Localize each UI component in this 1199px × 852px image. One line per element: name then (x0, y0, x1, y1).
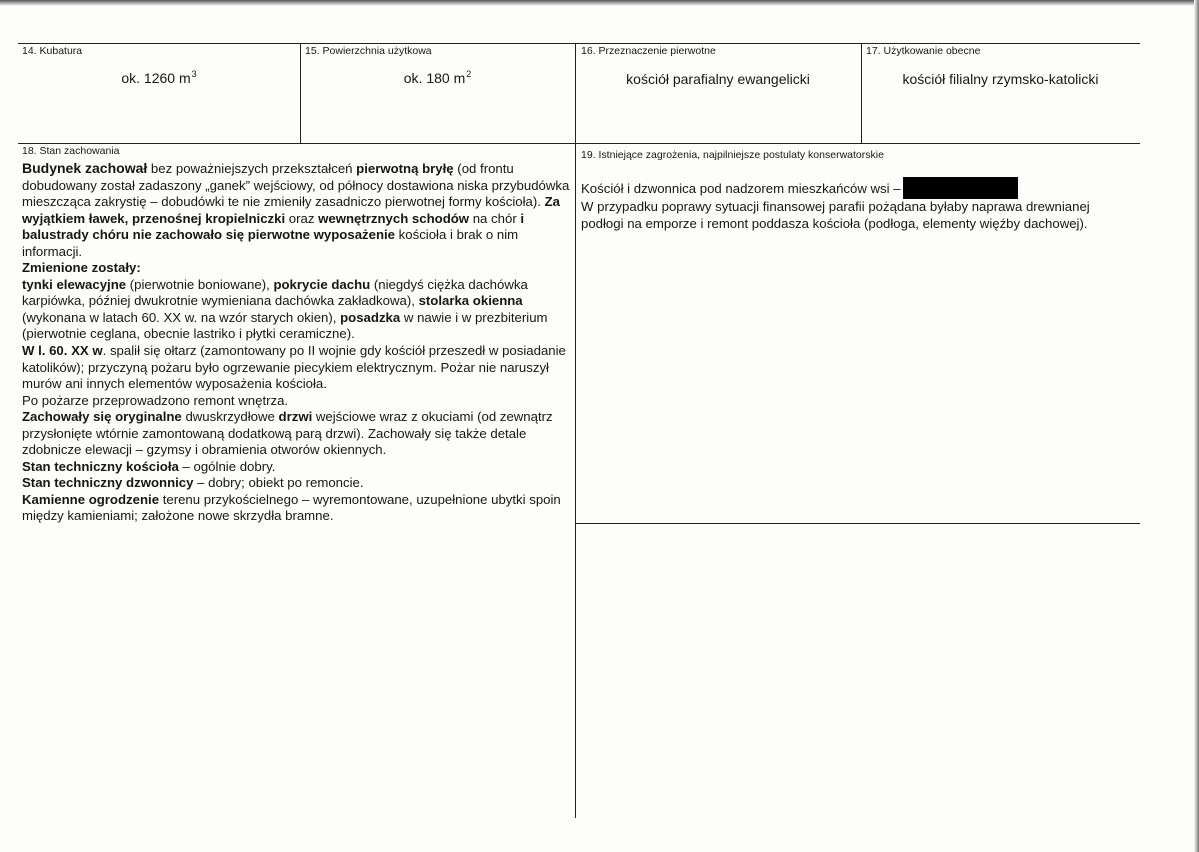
scan-top-edge (0, 0, 1199, 6)
field-14-exponent: 3 (191, 69, 197, 79)
text-run: – dobry; obiekt po remoncie. (193, 475, 364, 491)
field-14-text: ok. 1260 m (121, 70, 191, 86)
text-run: bez poważniejszych przekształceń (147, 161, 357, 176)
field-18-paragraph-6 (22, 409, 570, 459)
bold-phrase: Stan techniczny kościoła (22, 458, 179, 474)
field-15-text: ok. 180 m (403, 70, 466, 86)
field-15-value (300, 69, 575, 86)
bold-phrase: W l. 60. XX w (22, 343, 103, 359)
field-15-label: 15. Powierzchnia użytkowa (305, 45, 432, 57)
field-19-text (581, 177, 1133, 232)
scan-right-edge (1194, 0, 1199, 852)
field-16-value: kościół parafialny ewangelicki (626, 71, 810, 87)
text-run: . spalił się ołtarz (zamontowany po II wojnie gdy kościół przeszedł w posiadanie katolików); przyczyną pożaru było ogrzewanie piecykiem elektrycznym. Pożar nie naruszył murów ani innych elementów wyposażenia kościoła. (22, 343, 566, 392)
field-18-label: 18. Stan zachowania (22, 145, 120, 157)
field-19-label: 19. Istniejące zagrożenia, najpilniejsze postulaty konserwatorskie (581, 149, 884, 161)
text-run: – ogólnie dobry. (178, 458, 276, 474)
field-18-text (22, 160, 570, 525)
field-18-heading-changed (22, 260, 570, 277)
redaction-box (903, 177, 1018, 199)
rule-top (18, 43, 1140, 44)
text-run: wejściowe wraz z okuciami (od zewnątrz przysłonięte wtórnie zamontowaną dodatkową parą drzwi). Zachowały się także detale zdobnicze elewacji – gzymsy i obramienia otworów okiennych. (22, 409, 553, 458)
field-17-label: 17. Użytkowanie obecne (866, 45, 981, 57)
bold-phrase: drzwi (278, 409, 313, 425)
field-18-paragraph-9 (22, 492, 570, 525)
rule-vertical-2 (575, 43, 576, 818)
bold-phrase: pierwotną bryłę (356, 161, 454, 176)
field-18-paragraph-8 (22, 475, 570, 492)
bold-phrase: Zachowały się oryginalne (22, 409, 182, 425)
field-18-paragraph-3 (22, 277, 570, 343)
field-18-paragraph-7 (22, 459, 570, 476)
bold-phrase: pokrycie dachu (273, 276, 371, 292)
rule-vertical-3 (861, 43, 862, 143)
field-18-paragraph-5: Po pożarze przeprowadzono remont wnętrza. (22, 392, 289, 408)
text-run: (niegdyś ciężka dachówka karpiówka, później dwukrotnie wymieniana dachówka zakładkowa), (22, 276, 528, 309)
text-run: (od frontu dobudowany został zadaszony „ganek” wejściowy, od północy dostawiona niska przybudówka mieszcząca zakrystię – dobudówki te nie zmieniły zasadniczo pierwotnej formy kościoła). (22, 161, 570, 210)
text-run: oraz (285, 210, 319, 226)
bold-phrase: wewnętrznych schodów (318, 210, 470, 226)
field-18-paragraph-1 (22, 160, 570, 260)
text-run: w nawie i w prezbiterium (pierwotnie ceglana, obecnie lastriko i płytki ceramiczne). (22, 309, 548, 342)
bold-phrase: Kamienne ogrodzenie (22, 491, 160, 507)
text-run: Kościół i dzwonnica pod nadzorem mieszkańców wsi – (581, 181, 901, 196)
rule-field19-bottom (576, 523, 1140, 524)
bold-phrase: tynki elewacyjne (22, 276, 127, 292)
bold-phrase: Stan techniczny dzwonnicy (22, 475, 194, 491)
text-run: terenu przykościelnego – wyremontowane, uzupełnione ubytki spoin między kamieniami; założone nowe skrzydła bramne. (22, 491, 561, 524)
field-17-value: kościół filialny rzymsko-katolicki (902, 71, 1099, 87)
bold-phrase: i balustrady chóru nie zachowało się pierwotne wyposażenie (22, 210, 525, 243)
rule-row-divider (18, 143, 1140, 144)
text-run: kościoła i brak o nim informacji. (22, 227, 519, 259)
field-16-label: 16. Przeznaczenie pierwotne (581, 45, 716, 57)
field-14-label: 14. Kubatura (22, 45, 83, 57)
text-run: dwuskrzydłowe (181, 409, 279, 425)
field-14-value (18, 69, 300, 86)
field-15-exponent: 2 (466, 69, 472, 79)
bold-phrase: Zmienione zostały: (22, 260, 141, 276)
field-19-line-1 (581, 177, 1133, 199)
field-18-paragraph-4 (22, 343, 570, 393)
bold-phrase: Budynek zachował (22, 160, 148, 176)
text-run: na chór (469, 210, 521, 226)
text-run: (pierwotnie boniowane), (126, 276, 274, 292)
field-19-line-2: W przypadku poprawy sytuacji finansowej parafii pożądana byłaby naprawa drewnianej podłogi na emporze i remont poddasza kościoła (podłoga, elementy więźby dachowej). (581, 199, 1090, 231)
bold-phrase: Za wyjątkiem ławek, przenośnej kropielniczki (22, 194, 560, 226)
text-run: (wykonana w latach 60. XX w. na wzór starych okien), (22, 309, 341, 325)
rule-vertical-1 (300, 43, 301, 143)
bold-phrase: posadzka (340, 309, 401, 325)
bold-phrase: stolarka okienna (418, 293, 523, 309)
